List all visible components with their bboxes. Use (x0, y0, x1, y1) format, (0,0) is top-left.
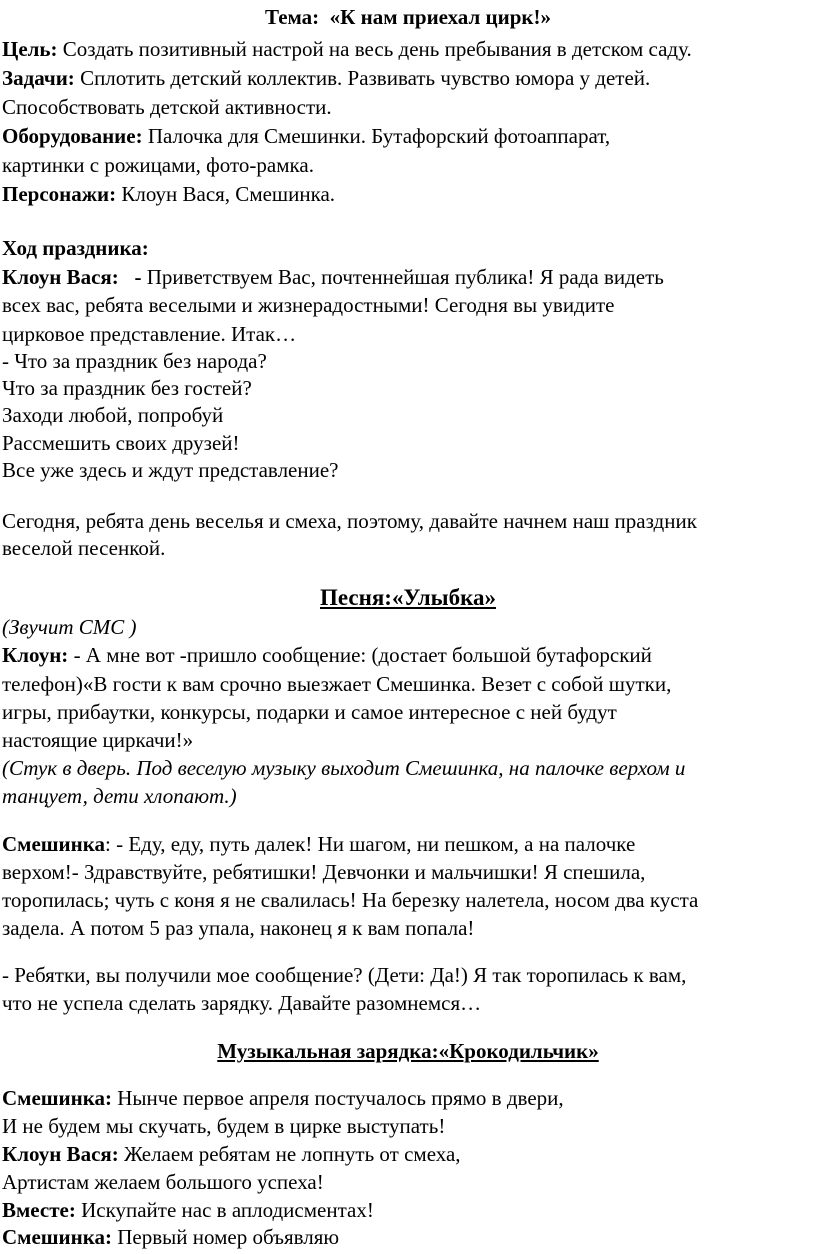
smeshinka-text-4: задела. А потом 5 раз упала, наконец я к вам попала! (2, 916, 475, 940)
stage-direction-1: (Стук в дверь. Под веселую музыку выходит Смешинка, на палочке верхом и (2, 756, 686, 780)
clown-vasya-label: Клоун Вася: (2, 265, 119, 289)
tasks-text-1: Сплотить детский коллектив. Развивать чувство юмора у детей. (80, 66, 651, 90)
smeshinka-text-3: торопилась; чуть с коня я не свалилась! На березку налетела, носом два куста (2, 888, 699, 912)
theme-text: «К нам приехал цирк!» (329, 5, 551, 29)
course-heading: Ход праздника: (2, 236, 149, 260)
message-text-3: игры, прибаутки, конкурсы, подарки и самое интересное с ней будут (2, 700, 617, 724)
message-text-2: телефон)«В гости к вам срочно выезжает Смешинка. Везет с собой шутки, (2, 672, 672, 696)
smeshinka-text-6: что не успела сделать зарядку. Давайте разомнемся… (2, 991, 482, 1015)
poem-line-2: Что за праздник без гостей? (2, 376, 252, 400)
tasks-line (2, 63, 650, 93)
exercise-smeshinka-label-2: Смешинка: (2, 1225, 112, 1249)
smeshinka-text-1: - Еду, еду, путь далек! Ни шагом, ни пешком, а на палочке (116, 832, 636, 856)
exercise-smeshinka-line-3: Смешинка: Первый номер объявляю (2, 1225, 340, 1249)
sms-note: (Звучит СМС ) (2, 615, 137, 639)
clown-text-1: Приветствуем Вас, почтеннейшая публика! Я рада видеть (146, 265, 664, 289)
exercise-smeshinka-line-2: И не будем мы скучать, будем в цирке выступать! (2, 1114, 446, 1138)
exercise-clown-label: Клоун Вася: (2, 1142, 119, 1166)
theme-label: Тема: (264, 5, 320, 29)
characters-line (2, 179, 335, 209)
goal-line (2, 34, 692, 64)
poem-line-1: - Что за праздник без народа? (2, 349, 267, 373)
smeshinka-text-5: - Ребятки, вы получили мое сообщение? (Дети: Да!) Я так торопилась к вам, (2, 963, 687, 987)
exercise-smeshinka-line: Смешинка: Нынче первое апреля постучалось прямо в двери, (2, 1086, 564, 1110)
goal-label: Цель: (2, 37, 58, 61)
clown-dash: - (134, 265, 142, 289)
today-line-2: веселой песенкой. (2, 536, 166, 560)
tasks-label: Задачи: (2, 66, 75, 90)
stage-direction-2: танцует, дети хлопают.) (2, 784, 237, 808)
characters-text: Клоун Вася, Смешинка. (121, 182, 336, 206)
clown-label: Клоун: (2, 643, 69, 667)
song-title: Песня:«Улыбка» (320, 585, 496, 610)
exercise-together-label: Вместе: (2, 1198, 76, 1222)
smeshinka-label: Смешинка (2, 832, 106, 856)
clown-text-2: всех вас, ребята веселыми и жизнерадостными! Сегодня вы увидите (2, 293, 615, 317)
smeshinka-text-2: верхом!- Здравствуйте, ребятишки! Девчонки и мальчишки! Я спешила, (2, 860, 646, 884)
poem-line-5: Все уже здесь и ждут представление? (2, 458, 339, 482)
equipment-label: Оборудование: (2, 124, 143, 148)
smeshinka-speech-line: Смешинка: - Еду, еду, путь далек! Ни шагом, ни пешком, а на палочке (2, 832, 636, 856)
exercise-clown-line-2: Артистам желаем большого успеха! (2, 1170, 324, 1194)
clown-intro-line (2, 262, 664, 292)
goal-text: Создать позитивный настрой на весь день пребывания в детском саду. (62, 37, 692, 61)
clown-message-line (2, 640, 652, 670)
equipment-line-2: картинки с рожицами, фото-рамка. (2, 153, 314, 177)
today-line-1: Сегодня, ребята день веселья и смеха, поэтому, давайте начнем наш праздник (2, 509, 697, 533)
message-text-1: - А мне вот -пришло сообщение: (достает большой бутафорский (73, 643, 652, 667)
document-title (0, 2, 816, 32)
exercise-title: Музыкальная зарядка:«Крокодильчик» (217, 1039, 599, 1063)
clown-text-3: цирковое представление. Итак… (2, 322, 297, 346)
poem-line-3: Заходи любой, попробуй (2, 403, 224, 427)
poem-line-4: Рассмешить своих друзей! (2, 431, 240, 455)
message-text-4: настоящие циркачи!» (2, 728, 194, 752)
equipment-text-1: Палочка для Смешинки. Бутафорский фотоаппарат, (147, 124, 611, 148)
exercise-smeshinka-label: Смешинка: (2, 1086, 112, 1110)
equipment-line (2, 121, 610, 151)
exercise-clown-line: Клоун Вася: Желаем ребятам не лопнуть от смеха, (2, 1142, 461, 1166)
tasks-line-2: Способствовать детской активности. (2, 95, 332, 119)
characters-label: Персонажи: (2, 182, 117, 206)
exercise-together-line: Вместе: Искупайте нас в аплодисментах! (2, 1198, 374, 1222)
